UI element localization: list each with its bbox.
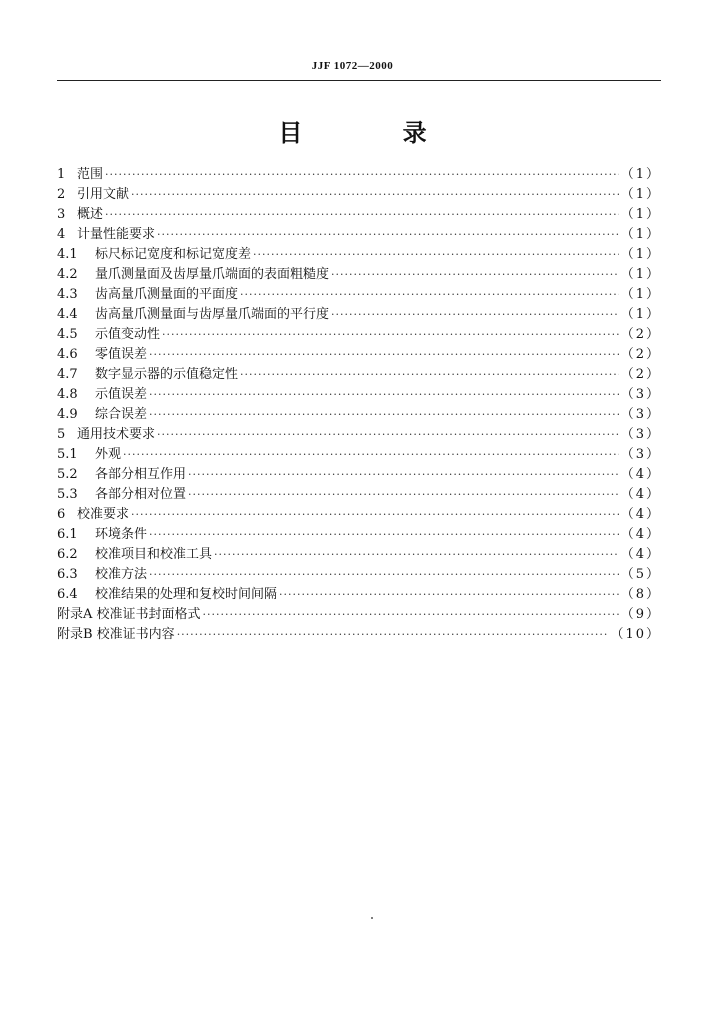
toc-entry <box>57 585 661 605</box>
toc-entry <box>57 345 661 365</box>
toc-leader-dots <box>149 405 619 425</box>
toc-entry <box>57 505 661 525</box>
scan-speck <box>371 917 373 919</box>
toc-leader-dots <box>149 345 619 365</box>
toc-entry-page: （2） <box>620 347 661 362</box>
toc-entry-label: 标尺标记宽度和标记宽度差 <box>95 247 252 262</box>
toc-leader-dots <box>203 605 619 625</box>
toc-entry-label: 量爪测量面及齿厚量爪端面的表面粗糙度 <box>95 267 330 282</box>
toc-entry <box>57 605 661 625</box>
toc-entry-page: （4） <box>620 507 661 522</box>
toc-leader-dots <box>177 625 609 645</box>
toc-entry-page: （5） <box>620 567 661 582</box>
toc-entry-number: 4.9 <box>57 407 78 422</box>
toc-entry-label: 示值变动性 <box>95 327 161 342</box>
toc-entry-page: （8） <box>620 587 661 602</box>
toc-entry-page: （4） <box>620 467 661 482</box>
toc-entry-number: 3 <box>57 207 66 222</box>
toc-entry-label: 各部分相对位置 <box>95 487 187 502</box>
toc-leader-dots <box>149 385 619 405</box>
toc-entry-page: （2） <box>620 327 661 342</box>
toc-entry <box>57 465 661 485</box>
toc-leader-dots <box>188 465 619 485</box>
toc-leader-dots <box>157 225 619 245</box>
toc-entry <box>57 305 661 325</box>
toc-entry <box>57 485 661 505</box>
toc-entry <box>57 325 661 345</box>
toc-entry <box>57 565 661 585</box>
toc-entry <box>57 385 661 405</box>
toc-entry <box>57 165 661 185</box>
toc-entry-label: 环境条件 <box>95 527 148 542</box>
toc-entry-number: 4.1 <box>57 247 78 262</box>
toc-entry <box>57 445 661 465</box>
toc-leader-dots <box>214 545 619 565</box>
toc-leader-dots <box>149 525 619 545</box>
toc-entry-page: （1） <box>620 227 661 242</box>
toc-entry-label: 零值误差 <box>95 347 148 362</box>
document-code-header: JJF 1072—2000 <box>311 60 394 72</box>
toc-entry <box>57 425 661 445</box>
toc-entry-number: 1 <box>57 167 66 182</box>
toc-entry-label: 概述 <box>77 207 104 222</box>
toc-entry-number: 2 <box>57 187 66 202</box>
toc-entry <box>57 545 661 565</box>
toc-entry-label: 数字显示器的示值稳定性 <box>95 367 239 382</box>
toc-leader-dots <box>131 505 619 525</box>
toc-entry-label: 校准结果的处理和复校时间间隔 <box>95 587 278 602</box>
toc-leader-dots <box>188 485 619 505</box>
toc-entry-page: （1） <box>620 207 661 222</box>
toc-entry-number: 6.2 <box>57 547 78 562</box>
toc-entry <box>57 265 661 285</box>
toc-entry-page: （4） <box>620 547 661 562</box>
toc-entry-label: 齿高量爪测量面与齿厚量爪端面的平行度 <box>95 307 330 322</box>
toc-entry-page: （1） <box>620 247 661 262</box>
toc-entry-label: 引用文献 <box>77 187 130 202</box>
toc-entry-number: 4.4 <box>57 307 78 322</box>
toc-entry-number: 6.4 <box>57 587 78 602</box>
toc-leader-dots <box>279 585 619 605</box>
toc-entry-number: 6.1 <box>57 527 78 542</box>
toc-leader-dots <box>149 565 619 585</box>
toc-entry-label: 附录B 校准证书内容 <box>57 627 175 642</box>
toc-leader-dots <box>123 445 619 465</box>
toc-entry-page: （1） <box>620 187 661 202</box>
toc-leader-dots <box>240 285 619 305</box>
toc-entry-page: （4） <box>620 527 661 542</box>
toc-entry <box>57 405 661 425</box>
toc-entry-page: （3） <box>620 387 661 402</box>
toc-entry-number: 5.3 <box>57 487 78 502</box>
toc-entry-page: （1） <box>620 287 661 302</box>
toc-leader-dots <box>105 165 619 185</box>
toc-entry-label: 通用技术要求 <box>77 427 156 442</box>
toc-entry <box>57 365 661 385</box>
toc-leader-dots <box>162 325 619 345</box>
toc-entry-page: （1） <box>620 167 661 182</box>
toc-entry-label: 附录A 校准证书封面格式 <box>57 607 201 622</box>
toc-entry-label: 示值误差 <box>95 387 148 402</box>
toc-entry-label: 校准要求 <box>77 507 130 522</box>
toc-entry-number: 4.3 <box>57 287 78 302</box>
toc-leader-dots <box>331 265 619 285</box>
toc-entry-number: 4.7 <box>57 367 78 382</box>
toc-entry-label: 校准项目和校准工具 <box>95 547 213 562</box>
toc-leader-dots <box>131 185 619 205</box>
toc-entry-number: 6.3 <box>57 567 78 582</box>
toc-entry <box>57 285 661 305</box>
table-of-contents <box>57 165 661 645</box>
toc-entry-number: 5 <box>57 427 66 442</box>
toc-entry-label: 外观 <box>95 447 122 462</box>
toc-entry-label: 计量性能要求 <box>77 227 156 242</box>
toc-entry-page: （3） <box>620 447 661 462</box>
toc-entry-page: （9） <box>620 607 661 622</box>
toc-entry <box>57 625 661 645</box>
toc-entry-number: 4.8 <box>57 387 78 402</box>
toc-entry-number: 4.6 <box>57 347 78 362</box>
header-rule <box>57 80 661 81</box>
toc-entry-page: （1） <box>620 307 661 322</box>
toc-entry-label: 校准方法 <box>95 567 148 582</box>
toc-entry-number: 4.5 <box>57 327 78 342</box>
toc-entry <box>57 245 661 265</box>
toc-entry-page: （2） <box>620 367 661 382</box>
toc-entry-label: 综合误差 <box>95 407 148 422</box>
page-title: 目 录 <box>278 119 473 147</box>
toc-entry-number: 6 <box>57 507 66 522</box>
toc-entry <box>57 225 661 245</box>
toc-leader-dots <box>240 365 619 385</box>
toc-entry-page: （1） <box>620 267 661 282</box>
toc-entry-page: （3） <box>620 427 661 442</box>
toc-entry <box>57 205 661 225</box>
toc-entry-label: 齿高量爪测量面的平面度 <box>95 287 239 302</box>
toc-entry-page: （4） <box>620 487 661 502</box>
toc-leader-dots <box>253 245 619 265</box>
toc-entry-number: 4.2 <box>57 267 78 282</box>
toc-entry-number: 4 <box>57 227 66 242</box>
toc-entry-page: （10） <box>610 627 661 642</box>
toc-entry-label: 范围 <box>77 167 104 182</box>
toc-leader-dots <box>105 205 619 225</box>
toc-entry-page: （3） <box>620 407 661 422</box>
toc-leader-dots <box>331 305 619 325</box>
toc-entry-number: 5.1 <box>57 447 78 462</box>
toc-entry-label: 各部分相互作用 <box>95 467 187 482</box>
toc-entry <box>57 185 661 205</box>
toc-entry <box>57 525 661 545</box>
toc-entry-number: 5.2 <box>57 467 78 482</box>
toc-leader-dots <box>157 425 619 445</box>
